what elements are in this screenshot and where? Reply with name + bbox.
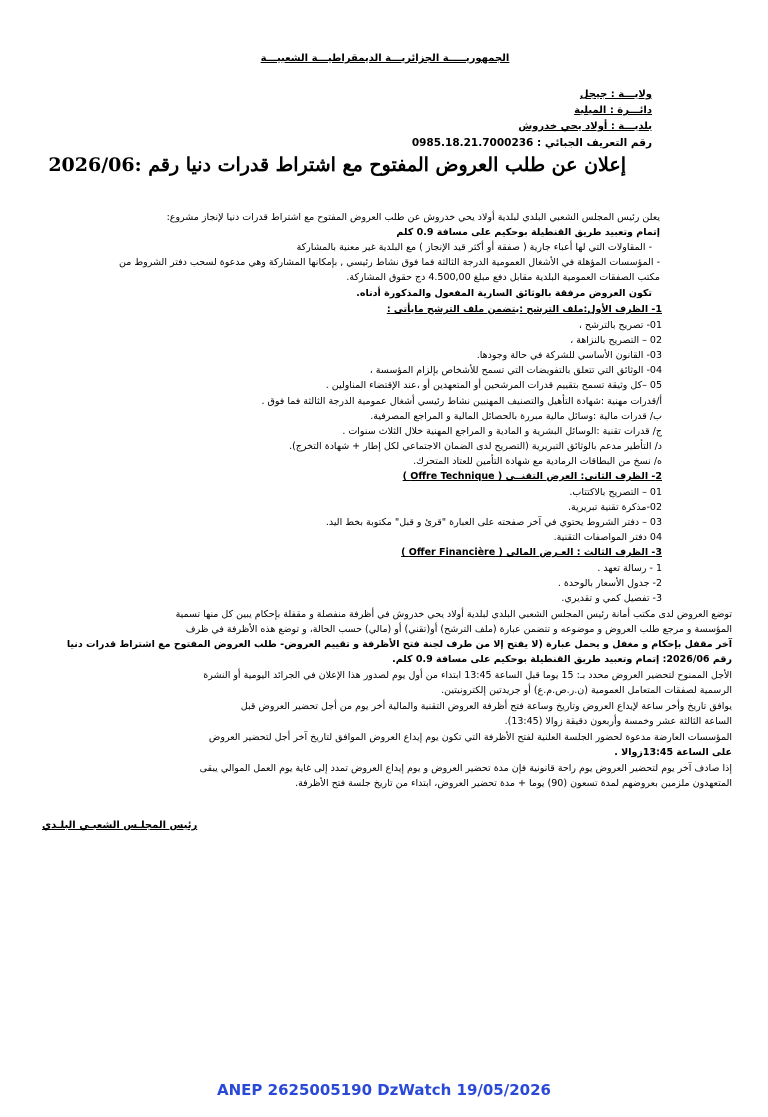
- wilaya-label: ولايـــة : جيجل: [579, 89, 652, 100]
- body-line: المؤسسات العارضة مدعوة لحضور الجلسة العلنية لفتح الأظرفة التي تكون يوم إيداع العروض الموافق لتاريخ آخر أجل لتحضير العروض: [208, 732, 732, 743]
- intro-line: مكتب الصفقات العمومية البلدية مقابل دفع مبلغ 4.500,00 دج حقوق المشاركة.: [346, 272, 660, 283]
- list-item: 04- الوثائق التي تتعلق بالتفويضات التي تسمح للأشخاص بإلزام المؤسسة ،: [369, 365, 662, 376]
- list-item: ب/ قدرات مالية :وسائل مالية مبررة بالحصائل المالية و المراجع المصرفية.: [370, 411, 662, 422]
- body-line: آخر مقفل بإحكام و مغفل و يحمل عبارة (لا يفتح إلا من طرف لجنة فتح الأظرفة و تقييم العروض- طلب العروض المفتوح مع اشتراط قدرات دنيا: [66, 639, 732, 650]
- intro-line: - المؤسسات المؤهلة في الأشغال العمومية الدرجة الثالثة فما فوق نشاط رئيسي , بإمكانها المشاركة وهي مدعوة لسحب دفتر الشروط من: [119, 257, 660, 268]
- body-line: الرسمية لصفقات المتعامل العمومية (ن.ر.ص.م.ع) أو جريدتين إلكترونيتين.: [441, 685, 732, 696]
- envelope-3-heading: 3- الظرف الثالث : العـرض المالي ( Offer Financière ): [401, 547, 662, 558]
- signature-title: رئيس المجلـس الشعبـي البلـدي: [42, 820, 198, 831]
- body-line: المؤسسة و مرجع طلب العروض و موضوعه و تتضمن عبارة (ملف الترشح) أو(تقني) أو (مالي) حسب الحالة، و توضع هذه الأظرفة في ظرف: [185, 624, 732, 635]
- republic-header: الجمهوريـــــة الجزائريـــة الديمقراطيـــة الشعبيـــة: [260, 53, 510, 64]
- list-item: ج/ قدرات تقنية :الوسائل البشرية و المادية و المراجع المهنية خلال الثلاث سنوات .: [342, 426, 662, 437]
- list-item: د/ التأطير مدعم بالوثائق التبريرية (التصريح لدى الضمان الاجتماعي لكل إطار + شهادة التخرج).: [289, 441, 662, 452]
- list-item: 2- جدول الأسعار بالوحدة .: [557, 578, 662, 589]
- list-item: أ/قدرات مهنية :شهادة التأهيل والتصنيف المهنيين نشاط رئيسي أشغال عمومية الدرجة الثالثة فما فوق .: [261, 396, 662, 407]
- body-line: المتعهدون ملزمين بعروضهم لمدة تسعون (90) يوما + مدة تحضير العروض، ابتداء من تاريخ جلسة فتح الأظرفة.: [295, 778, 732, 789]
- intro-line: يعلن رئيس المجلس الشعبي البلدي لبلدية أولاد يحي خدروش عن طلب العروض المفتوح مع اشتراط قدرات دنيا لإنجاز مشروع:: [166, 212, 660, 223]
- list-item: ه/ نسخ من البطاقات الرمادية مع شهادة التأمين للعتاد المتحرك.: [413, 456, 662, 467]
- body-line: على الساعة 13:45زوالا .: [614, 747, 732, 758]
- body-line: الساعة الثالثة عشر وخمسة وأربعون دقيقة زوالا (13:45).: [504, 716, 732, 727]
- envelope-1-heading: 1- الظرف الأول:ملف الترشح :يتضمن ملف الترشح مايأتي :: [386, 304, 662, 315]
- list-item: 01 – التصريح بالاكتتاب.: [569, 487, 662, 498]
- body-line: إذا صادف آخر يوم لتحضير العروض يوم راحة قانونية فإن مدة تحضير العروض و يوم إيداع العروض تمدد إلى غاية يوم العمل الموالي يبقى: [199, 763, 732, 774]
- body-line: توضع العروض لدى مكتب أمانة رئيس المجلس الشعبي البلدي لبلدية أولاد يحي خدروش في أظرفة منفصلة و مقفلة بإحكام يبين كل منها تسمية: [175, 609, 732, 620]
- project-title: إتمام وتعبيد طريق القنطيلة بوحكيم على مسافة 0.9 كلم: [396, 227, 660, 238]
- list-item: 04 دفتر المواصفات التقنية.: [553, 532, 662, 543]
- intro-line: - المقاولات التي لها أعباء جارية ( صفقة أو أكثر قيد الإنجاز ) مع البلدية غير معنية بالمشاركة: [296, 242, 652, 253]
- commune-label: بلديـــة : أولاد يحي خدروش: [518, 121, 652, 132]
- body-line: الأجل الممنوح لتحضير العروض محدد بـ: 15 يوما قبل الساعة 13:45 ابتداء من أول يوم لصدور هذا الإعلان في الجرائد اليومية أو النشرة: [203, 670, 732, 681]
- list-item: 02-مذكرة تقنية تبريرية.: [567, 502, 662, 513]
- envelope-2-heading: 2- الظرف الثاني: العرض التقنــي ( Offre Technique ): [402, 471, 662, 482]
- body-line: رقم 2026/06: إتمام وتعبيد طريق القنطيلة بوحكيم على مسافة 0.9 كلم.: [392, 654, 732, 665]
- intro-line: تكون العروض مرفقة بالوثائق السارية المفعول والمذكورة أدناه.: [356, 288, 652, 299]
- list-item: 3- تفصيل كمي و تقديري.: [561, 593, 662, 604]
- list-item: 03- القانون الأساسي للشركة في حالة وجودها.: [476, 350, 662, 361]
- list-item: 03 – دفتر الشروط يحتوي في آخر صفحته على العبارة "قرئ و قبل" مكتوبة بخط اليد.: [325, 517, 662, 528]
- body-line: يوافق تاريخ وأخر ساعة لإيداع العروض وتاريخ وساعة فتح أظرفة العروض التقنية والمالية أخر يوم من أجل تحضير العروض قبل: [240, 701, 732, 712]
- list-item: 01- تصريح بالترشح ،: [578, 320, 662, 331]
- daira-label: دائـــرة : الميلية: [574, 105, 652, 116]
- list-item: 05 –كل وثيقة تسمح بتقييم قدرات المرشحين أو المتعهدين أو ،عند الإقتضاء المناولين .: [325, 380, 662, 391]
- tax-id-label: رقم التعريف الجبائي : 0985.18.21.7000236: [411, 137, 652, 149]
- list-item: 1 - رسالة تعهد .: [597, 563, 662, 574]
- publication-reference: ANEP 2625005190 DzWatch 19/05/2026: [217, 1081, 551, 1099]
- list-item: 02 – التصريح بالنزاهة ،: [570, 335, 662, 346]
- page-title: إعلان عن طلب العروض المفتوح مع اشتراط قدرات دنيا رقم :2026/06: [48, 154, 626, 176]
